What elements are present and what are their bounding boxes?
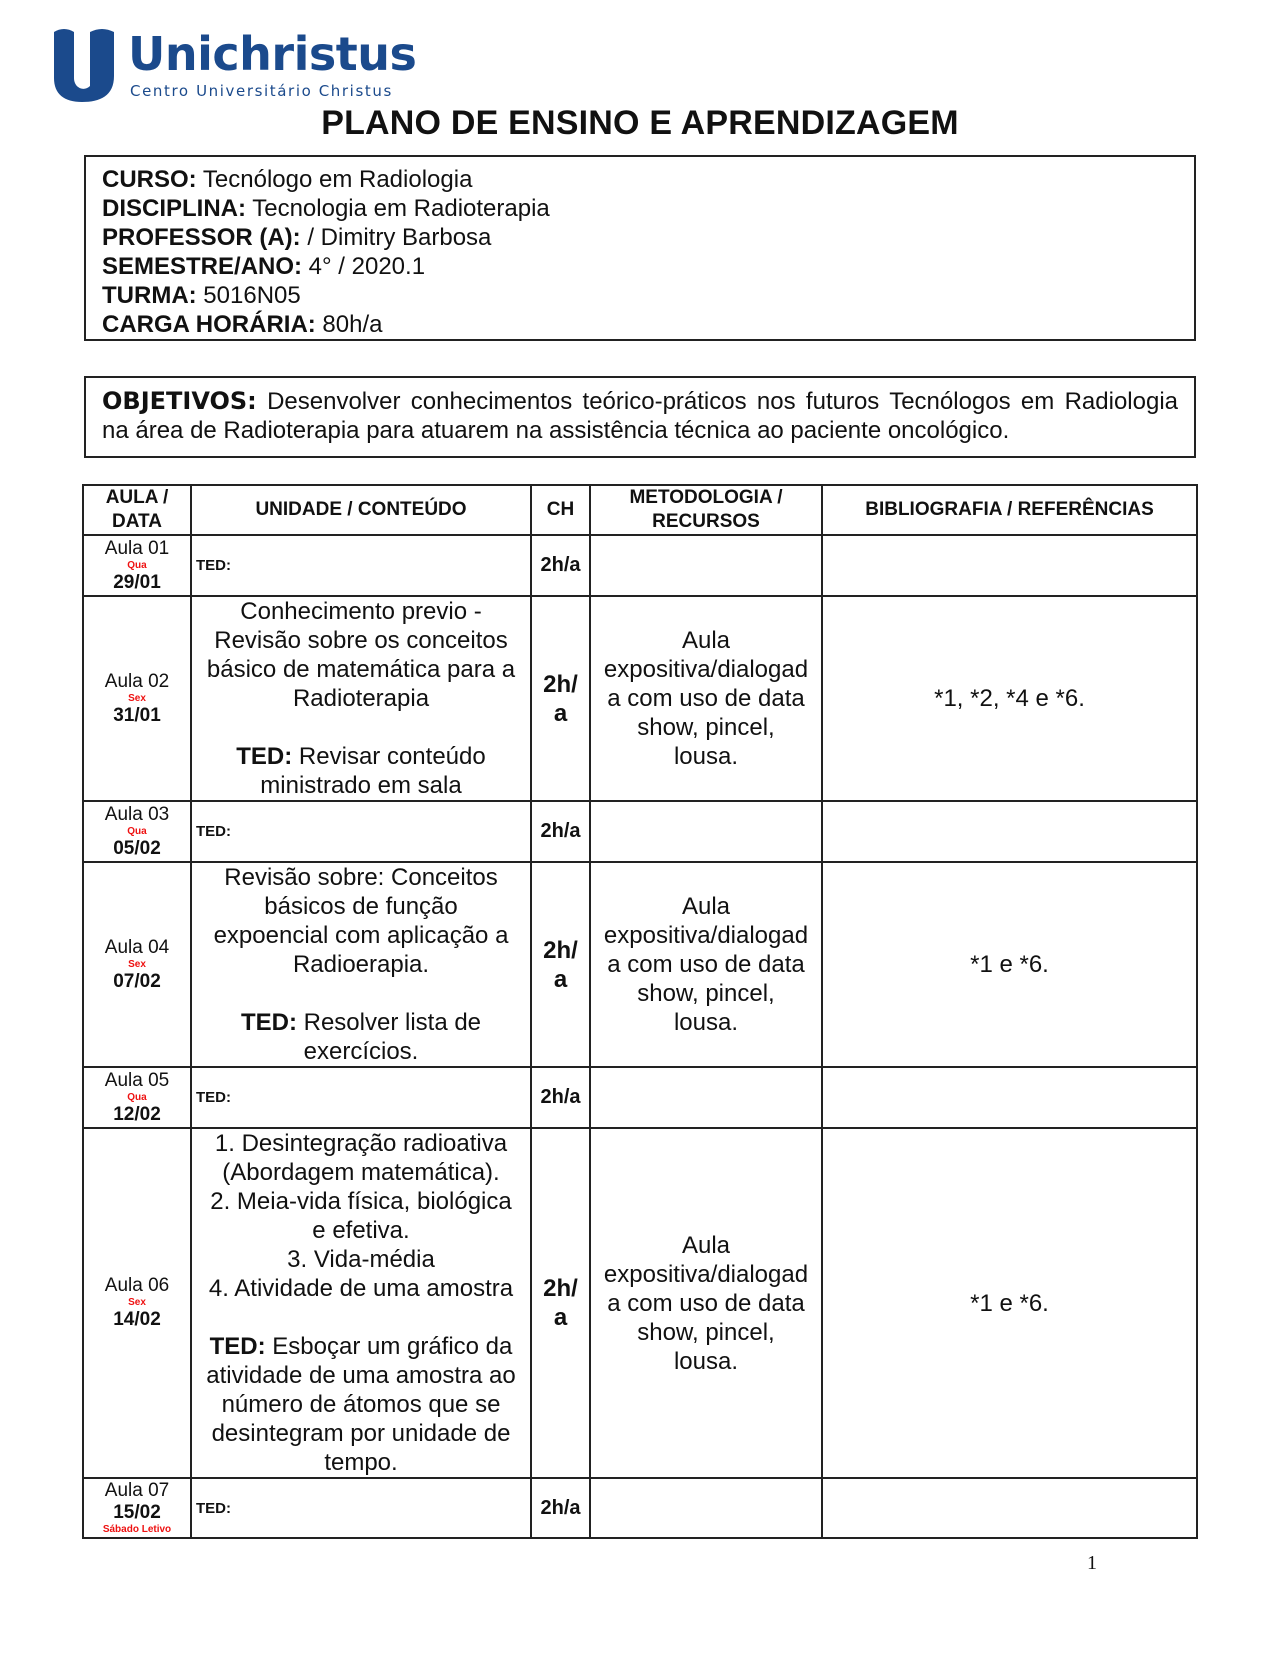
objetivos-label: OBJETIVOS:: [102, 387, 257, 415]
aula-number: Aula 01: [104, 537, 170, 559]
metodologia-cell: Aula expositiva/dialogad a com uso de data show, pincel, lousa.: [590, 862, 822, 1067]
conteudo-cell: Revisão sobre: Conceitos básicos de função expoencial com aplicação a Radioerapia. TED: Resolver lista de exercícios.: [191, 862, 531, 1067]
header-aula-data: AULA / DATA: [83, 485, 191, 535]
header-bibliografia: BIBLIOGRAFIA / REFERÊNCIAS: [822, 485, 1197, 535]
unichristus-logo: [52, 26, 417, 102]
aula-weekday: Qua: [127, 825, 147, 837]
table-row: [83, 801, 1197, 862]
aula-cell: [83, 801, 191, 862]
metodologia-cell: [590, 535, 822, 596]
aula-weekday: Sex: [128, 692, 146, 704]
carga-value: 80h/a: [315, 311, 383, 338]
aula-cell: [83, 1128, 191, 1478]
curso-label: CURSO:: [102, 166, 197, 193]
bibliografia-cell: *1, *2, *4 e *6.: [822, 596, 1197, 801]
page-number: 1: [1087, 1552, 1097, 1574]
ted-label: TED:: [240, 1009, 297, 1036]
aula-weekday: Sábado Letivo: [102, 1524, 172, 1535]
carga-label: CARGA HORÁRIA:: [102, 311, 316, 338]
bibliografia-cell: [822, 535, 1197, 596]
ch-cell: 2h/ a: [531, 862, 590, 1067]
aula-date: 05/02: [113, 837, 161, 859]
table-row: [83, 1128, 1197, 1478]
ch-cell: 2h/a: [531, 801, 590, 862]
aula-number: Aula 04: [104, 936, 170, 958]
ch-cell: 2h/a: [531, 1478, 590, 1538]
aula-date: 12/02: [113, 1103, 161, 1125]
metodologia-cell: Aula expositiva/dialogad a com uso de data show, pincel, lousa.: [590, 1128, 822, 1478]
bibliografia-cell: [822, 1478, 1197, 1538]
bibliografia-cell: [822, 801, 1197, 862]
aula-number: Aula 02: [104, 670, 170, 692]
logo-mark-icon: [52, 26, 116, 102]
header-metodologia: METODOLOGIA / RECURSOS: [590, 485, 822, 535]
table-row: [83, 535, 1197, 596]
table-row: [83, 1478, 1197, 1538]
aula-date: 15/02: [113, 1502, 161, 1523]
course-info-box: [84, 155, 1196, 341]
turma-line: [102, 281, 1178, 310]
ch-cell: 2h/ a: [531, 596, 590, 801]
professor-label: PROFESSOR (A):: [102, 224, 301, 251]
bibliografia-cell: *1 e *6.: [822, 1128, 1197, 1478]
header-conteudo: UNIDADE / CONTEÚDO: [191, 485, 531, 535]
header-ch: CH: [531, 485, 590, 535]
disciplina-line: [102, 194, 1178, 223]
aula-weekday: Sex: [128, 958, 146, 970]
ted-cell: TED:: [191, 1067, 531, 1128]
bibliografia-cell: [822, 1067, 1197, 1128]
disciplina-value: Tecnologia em Radioterapia: [246, 195, 550, 222]
turma-label: TURMA:: [102, 282, 197, 309]
ch-cell: 2h/ a: [531, 1128, 590, 1478]
aula-weekday: Sex: [128, 1297, 146, 1308]
semestre-label: SEMESTRE/ANO:: [102, 253, 303, 280]
professor-value: / Dimitry Barbosa: [300, 224, 492, 251]
aula-number: Aula 05: [104, 1069, 170, 1091]
page-title: PLANO DE ENSINO E APRENDIZAGEM: [321, 104, 959, 142]
semestre-line: [102, 252, 1178, 281]
objetivos-box: [84, 376, 1196, 458]
table-row: [83, 596, 1197, 801]
metodologia-cell: [590, 801, 822, 862]
aula-number: Aula 06: [104, 1275, 170, 1296]
ted-cell: TED:: [191, 535, 531, 596]
aula-date: 14/02: [113, 1309, 161, 1330]
aula-number: Aula 03: [104, 803, 170, 825]
metodologia-cell: [590, 1067, 822, 1128]
table-row: [83, 862, 1197, 1067]
objetivos-value: Desenvolver conhecimentos teórico-práticos nos futuros Tecnólogos em Radiologia na área de Radioterapia para atuarem na assistência técnica ao paciente oncológico.: [102, 388, 1178, 444]
aula-cell: [83, 535, 191, 596]
aula-date: 31/01: [113, 704, 161, 726]
aula-number: Aula 07: [104, 1480, 170, 1501]
objetivos-text: [102, 387, 1178, 445]
turma-value: 5016N05: [196, 282, 301, 309]
semestre-value: 4° / 2020.1: [302, 253, 426, 280]
carga-line: [102, 310, 1178, 339]
ted-cell: TED:: [191, 1478, 531, 1538]
aula-cell: [83, 1067, 191, 1128]
disciplina-label: DISCIPLINA:: [102, 195, 246, 222]
metodologia-cell: Aula expositiva/dialogad a com uso de data show, pincel, lousa.: [590, 596, 822, 801]
conteudo-cell: 1. Desintegração radioativa (Abordagem matemática). 2. Meia-vida física, biológica e efetiva. 3. Vida-média 4. Atividade de uma amostra TED: Esboçar um gráfico da atividade de uma amostra ao número de átomos que se desintegram por unidade de tempo.: [191, 1128, 531, 1478]
aula-weekday: Qua: [127, 1091, 147, 1103]
ted-cell: TED:: [191, 801, 531, 862]
table-header-row: [83, 485, 1197, 535]
aula-cell: [83, 596, 191, 801]
conteudo-cell: Conhecimento previo - Revisão sobre os conceitos básico de matemática para a Radioterapia TED: Revisar conteúdo ministrado em sala: [191, 596, 531, 801]
table-row: [83, 1067, 1197, 1128]
aula-cell: [83, 1478, 191, 1538]
professor-line: [102, 223, 1178, 252]
ch-cell: 2h/a: [531, 1067, 590, 1128]
ted-label: TED:: [236, 743, 293, 770]
aula-date: 29/01: [113, 571, 161, 593]
curso-line: [102, 165, 1178, 194]
metodologia-cell: [590, 1478, 822, 1538]
curso-value: Tecnólogo em Radiologia: [196, 166, 473, 193]
aula-cell: [83, 862, 191, 1067]
lesson-plan-table: [82, 484, 1198, 1539]
bibliografia-cell: *1 e *6.: [822, 862, 1197, 1067]
ch-cell: 2h/a: [531, 535, 590, 596]
aula-weekday: Qua: [127, 559, 147, 571]
brand-tagline: Centro Universitário Christus: [130, 82, 393, 100]
ted-label: TED:: [209, 1333, 266, 1360]
aula-date: 07/02: [113, 970, 161, 992]
brand-name: Unichristus: [128, 27, 417, 81]
